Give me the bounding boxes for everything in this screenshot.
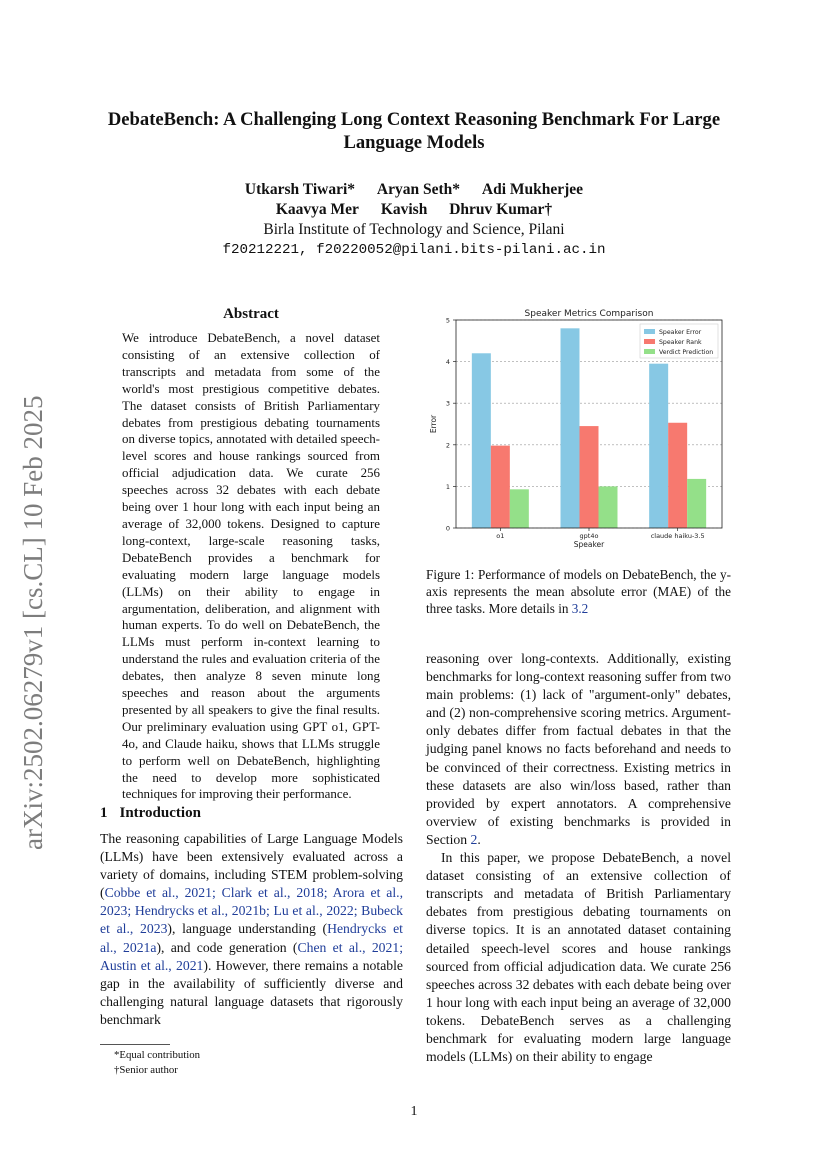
- legend-entry: Speaker Error: [659, 329, 702, 336]
- bar: [580, 426, 599, 528]
- bar: [491, 446, 510, 528]
- bar: [599, 486, 618, 528]
- author-block: [100, 180, 728, 260]
- author: Utkarsh Tiwari*: [244, 181, 356, 198]
- y-tick-label: 5: [445, 316, 450, 325]
- chart-title: Speaker Metrics Comparison: [524, 309, 654, 319]
- arxiv-id: arXiv:2502.06279v1 [cs.CL] 10 Feb 2025: [18, 395, 48, 850]
- y-tick-label: 0: [445, 524, 450, 533]
- author-emails: f20212221, f20220052@pilani.bits-pilani.ac.in: [222, 242, 606, 258]
- paragraph: In this paper, we propose DebateBench, a novel dataset consisting of an extensive collection of transcripts and metadata of British Parliamentary debates from prestigious debating tournaments on diverse topics. It is an annotated dataset containing detailed speech-level scores and house rankings sourced from official adjudication data. We curate 256 speeches across 32 debates with each debate being over 1 hour long with each input being an average of 32,000 tokens. DebateBench serves as a challenging benchmark for evaluating modern large language models (LLMs) on their ability to engage: [426, 850, 731, 1065]
- x-tick-label: gpt4o: [579, 532, 599, 540]
- y-tick-label: 3: [445, 399, 450, 408]
- bar: [668, 423, 687, 528]
- page-number: 1: [410, 1104, 418, 1119]
- author: Kaavya Mer: [275, 201, 359, 218]
- figure-1: [424, 304, 730, 556]
- intro-text: ), and code generation (: [156, 939, 298, 955]
- intro-text: ), language understanding (: [167, 921, 328, 937]
- speaker-metrics-chart: [424, 304, 730, 556]
- section-heading: [100, 805, 201, 822]
- abstract-heading: Abstract: [223, 306, 279, 322]
- affiliation: Birla Institute of Technology and Science, Pilani: [263, 221, 565, 238]
- paragraph: [426, 650, 731, 849]
- paragraph-text: .: [477, 831, 481, 847]
- section-link[interactable]: 2: [470, 831, 478, 847]
- legend-swatch: [644, 339, 655, 344]
- bar: [510, 489, 529, 528]
- y-tick-label: 2: [445, 441, 450, 450]
- intro-text: The reasoning capabilities of Large Language Models (LLMs) have been extensively evaluated across a variety of domains, including STEM problem-solving (: [100, 831, 403, 901]
- abstract-text: We introduce DebateBench, a novel dataset consisting of an extensive collection of transcripts and metadata from some of the world's most prestigious competitive debates. The dataset consists of British Parliamentary debates from prestigious debating tournaments on diverse topics, annotated with detailed speech-level scores and house rankings sourced from official adjudication data. We curate 256 speeches across 32 debates with each debate being over 1 hour long with each input being an average of 32,000 tokens. Designed to capture long-context, large-scale reasoning tasks, DebateBench provides a benchmark for evaluating modern large language models (LLMs) on their ability to engage in argumentation, deliberation, and alignment with human experts. To do well on DebateBench, the LLMs must perform in-context learning to understand the rules and evaluation criteria of the debates, then analyze 8 seven minute long speeches and reason about the arguments presented by all speakers to give the final results. Our preliminary evaluation using GPT o1, GPT-4o, and Claude haiku, shows that LLMs struggle to perform well on DebateBench, highlighting the need to develop more sophisticated techniques for improving their performance.: [122, 330, 380, 802]
- bar: [561, 328, 580, 528]
- arxiv-stamp: [6, 360, 52, 860]
- section-title: Introduction: [119, 805, 201, 821]
- caption-text: Figure 1: Performance of models on DebateBench, the y-axis represents the mean absolute error (MAE) of the three tasks. More details in: [426, 567, 731, 617]
- section-link[interactable]: 3.2: [571, 601, 589, 617]
- legend-entry: Verdict Prediction: [659, 349, 714, 356]
- bar: [472, 353, 491, 528]
- x-axis-label: Speaker: [573, 540, 605, 549]
- bar: [687, 479, 706, 528]
- intro-paragraph: [100, 830, 403, 1029]
- y-tick-label: 4: [445, 358, 450, 367]
- paper-title: DebateBench: A Challenging Long Context Reasoning Benchmark For Large Language Models: [107, 109, 721, 153]
- paragraph-text: reasoning over long-contexts. Additionally, existing benchmarks for long-context reasoning suffer from two main problems: (1) lack of "argument-only" debates, and (2) non-comprehensive scoring metrics. Argument-only debates differ from factual debates in that the judging panel knows no facts beforehand and needs to be convinced of their correctness. Existing metrics in these datasets are also win/loss based, rather than provided by expert annotators. A comprehensive overview of existing benchmarks is provided in Section: [426, 651, 731, 847]
- author: Aryan Seth*: [376, 181, 461, 198]
- author-row-2: [100, 200, 728, 220]
- section-number: 1: [100, 805, 108, 821]
- footnote: *Equal contribution: [114, 1049, 201, 1061]
- footnote: †Senior author: [114, 1064, 178, 1076]
- footnote-divider: [100, 1044, 170, 1045]
- bar: [649, 364, 668, 528]
- author: Kavish: [380, 201, 428, 218]
- author-row-1: [100, 180, 728, 200]
- y-axis-label: Error: [429, 414, 438, 434]
- author: Adi Mukherjee: [481, 181, 584, 198]
- author: Dhruv Kumar†: [449, 201, 553, 218]
- citation-link[interactable]: Hendrycks et al., 2021a: [100, 921, 403, 955]
- y-tick-label: 1: [445, 482, 450, 491]
- legend-swatch: [644, 349, 655, 354]
- x-tick-label: o1: [496, 532, 505, 540]
- figure-caption: [426, 566, 731, 618]
- legend-entry: Speaker Rank: [659, 339, 702, 346]
- citation-link[interactable]: Cobbe et al., 2021; Clark et al., 2018; Arora et al., 2023; Hendrycks et al., 2021b; Lu et al., 2022; Bubeck et al., 2023: [100, 885, 403, 937]
- citation-link[interactable]: Chen et al., 2021; Austin et al., 2021: [100, 939, 403, 973]
- right-column-text: [426, 650, 731, 1066]
- footnotes: [114, 1048, 200, 1078]
- legend-swatch: [644, 329, 655, 334]
- x-tick-label: claude haiku-3.5: [650, 532, 705, 540]
- intro-text: ). However, there remains a notable gap in the availability of sufficiently diverse and challenging natural language datasets that rigorously benchmark: [100, 957, 403, 1027]
